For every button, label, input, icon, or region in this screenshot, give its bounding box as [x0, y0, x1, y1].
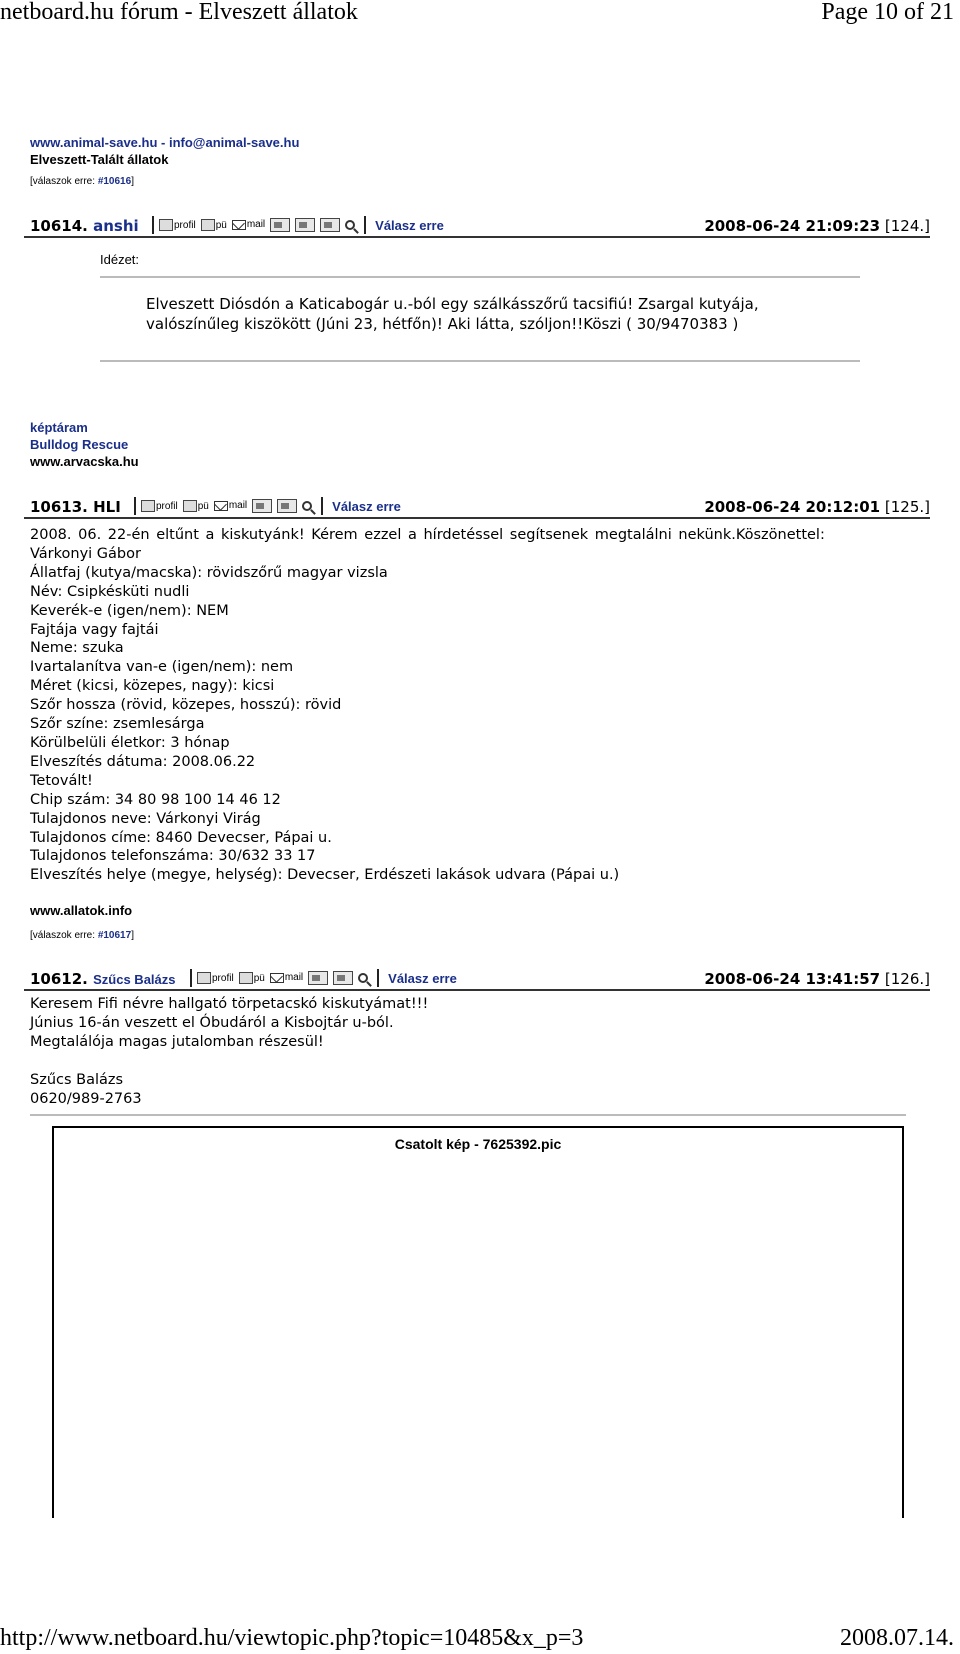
post-divider [24, 517, 930, 519]
post-line: Méret (kicsi, közepes, nagy): kicsi [30, 678, 275, 695]
profile-icon [141, 500, 155, 512]
mail-label: mail [284, 972, 304, 983]
profile-label: profil [156, 501, 178, 512]
private-message-button[interactable] [239, 972, 265, 984]
post-line: Fajtája vagy fajtái [30, 621, 159, 638]
separator: - [157, 135, 169, 150]
attachment-frame [52, 1126, 904, 1518]
arvacska-link[interactable]: www.arvacska.hu [30, 454, 139, 469]
quote-line: valószínűleg kiszökött (Júni 23, hétfőn)! Aki látta, szóljon!!Köszi ( 30/9470383 ) [146, 315, 739, 333]
gallery-link[interactable]: képtáram [30, 420, 88, 435]
post-number [30, 217, 139, 235]
post-line: Tulajdonos neve: Várkonyi Virág [30, 810, 261, 827]
edit-icon [320, 218, 340, 232]
post-index: [125.] [884, 498, 930, 516]
post-author-link[interactable]: anshi [93, 217, 139, 235]
profile-button[interactable] [159, 219, 196, 231]
post-date-value: 2008-06-24 13:41:57 [704, 970, 881, 988]
profile-icon [159, 219, 173, 231]
pm-icon [239, 972, 253, 984]
reply-button[interactable]: Válasz erre [375, 217, 444, 233]
pm-label: pü [253, 973, 265, 984]
post-date [704, 498, 930, 516]
post-date-value: 2008-06-24 21:09:23 [704, 217, 881, 235]
page-number: Page 10 of 21 [821, 0, 954, 25]
pm-label: pü [197, 501, 209, 512]
divider [134, 497, 136, 515]
search-icon [302, 501, 312, 511]
post-number-value: 10614. [30, 217, 88, 235]
mail-button[interactable] [270, 973, 303, 983]
quote-button[interactable] [295, 218, 315, 232]
post-number-value: 10612. [30, 970, 88, 988]
post-number [30, 498, 121, 516]
post-line: Chip szám: 34 80 98 100 14 46 12 [30, 791, 281, 808]
reply-link[interactable]: #10616 [97, 176, 132, 187]
post-line: Szűcs Balázs [30, 1072, 124, 1088]
post-index: [124.] [884, 217, 930, 235]
edit-button[interactable] [320, 218, 340, 232]
attachment-caption: Csatolt kép - 7625392.pic [394, 1136, 562, 1152]
bulldog-rescue-link[interactable]: Bulldog Rescue [30, 437, 129, 452]
reply-prefix: [válaszok erre: [30, 176, 98, 187]
signature-line: Elveszett-Talált állatok [30, 152, 169, 167]
post-date [704, 217, 930, 235]
profile-button[interactable] [197, 972, 234, 984]
post-line: Várkonyi Gábor [30, 545, 141, 562]
divider [321, 497, 323, 515]
divider [364, 216, 366, 234]
pm-label: pü [215, 220, 227, 231]
post-divider [24, 989, 930, 991]
post-index: [126.] [884, 970, 930, 988]
search-icon [345, 220, 355, 230]
post-line: Szőr hossza (rövid, közepes, hosszú): rövid [30, 697, 342, 714]
post-header [30, 214, 930, 238]
mail-icon [270, 973, 284, 983]
post-line: Tetovált! [30, 772, 93, 789]
divider [377, 969, 379, 987]
post-line: Tulajdonos címe: 8460 Devecser, Pápai u. [30, 829, 332, 846]
post-line: Neme: szuka [30, 640, 124, 657]
search-button[interactable] [345, 220, 359, 230]
reply-suffix: ] [131, 930, 134, 941]
post-date-value: 2008-06-24 20:12:01 [704, 498, 881, 516]
mail-label: mail [228, 500, 248, 511]
reply-link[interactable]: #10617 [97, 930, 132, 941]
animal-save-link[interactable]: www.animal-save.hu [30, 135, 158, 150]
post-line: Állatfaj (kutya/macska): rövidszőrű magyar vizsla [30, 564, 388, 581]
post-icon-bar [190, 969, 457, 987]
post-divider [24, 236, 930, 238]
post-line [30, 1052, 428, 1071]
post-line: 0620/989-2763 [30, 1091, 142, 1107]
post-date [704, 970, 930, 988]
post-icon-bar [152, 216, 444, 234]
mail-icon [214, 501, 228, 511]
print-date: 2008.07.14. [840, 1625, 954, 1651]
post-line: Név: Csipkésküti nudli [30, 583, 190, 600]
edit-icon [277, 499, 297, 513]
profile-icon [197, 972, 211, 984]
quote-icon [295, 218, 315, 232]
quote-bottom-rule [100, 360, 860, 362]
reply-button[interactable]: Válasz erre [332, 498, 401, 514]
mail-button[interactable] [232, 220, 265, 230]
mail-label: mail [246, 219, 266, 230]
post-line: Keverék-e (igen/nem): NEM [30, 602, 229, 619]
body-divider [30, 1114, 906, 1116]
quote-top-rule [100, 276, 860, 278]
profile-button[interactable] [141, 500, 178, 512]
edit-icon [333, 971, 353, 985]
pm-icon [201, 219, 215, 231]
post-line: Tulajdonos telefonszáma: 30/632 33 17 [30, 848, 316, 865]
edit-button[interactable] [277, 499, 297, 513]
quote-label: Idézet: [100, 252, 140, 267]
post-header [30, 967, 930, 991]
private-message-button[interactable] [201, 219, 227, 231]
pm-icon [183, 500, 197, 512]
animal-save-email-link[interactable]: info@animal-save.hu [168, 135, 300, 150]
quote-icon [252, 499, 272, 513]
post-header [30, 495, 930, 519]
post-number [30, 970, 176, 988]
post-line: Június 16-án veszett el Óbudáról a Kisbojtár u-ból. [30, 1015, 394, 1031]
mail-button[interactable] [214, 501, 247, 511]
post-line: Elveszítés dátuma: 2008.06.22 [30, 753, 256, 770]
quote-button[interactable] [252, 499, 272, 513]
reply-prefix: [válaszok erre: [30, 930, 98, 941]
buddy-button[interactable] [270, 218, 290, 232]
buddy-icon [270, 218, 290, 232]
post-number-value: 10613. [30, 498, 88, 516]
search-icon [358, 973, 368, 983]
quote-body [146, 294, 759, 334]
private-message-button[interactable] [183, 500, 209, 512]
reply-suffix: ] [131, 176, 134, 187]
post-author-link[interactable]: Szűcs Balázs [93, 972, 176, 987]
post-line: Megtalálója magas jutalomban részesül! [30, 1034, 324, 1050]
search-button[interactable] [358, 973, 372, 983]
post-line: Elveszítés helye (megye, helység): Devecser, Erdészeti lakások udvara (Pápai u.) [30, 867, 620, 884]
post-body [30, 995, 428, 1109]
quote-line: Elveszett Diósdón a Katicabogár u.-ból egy szálkásszőrű tacsifiú! Zsargal kutyája, [146, 295, 759, 313]
post-line: 2008. 06. 22-én eltűnt a kiskutyánk! Kérem ezzel a hírdetéssel segítsenek megtalálni nekünk.Köszönettel: [30, 527, 825, 543]
signature-block [30, 419, 139, 470]
mail-icon [232, 220, 246, 230]
reply-button[interactable]: Válasz erre [388, 970, 457, 986]
search-button[interactable] [302, 501, 316, 511]
profile-label: profil [212, 973, 234, 984]
page-title: netboard.hu fórum - Elveszett állatok [0, 0, 358, 25]
post-line: Ivartalanítva van-e (igen/nem): nem [30, 659, 294, 676]
edit-button[interactable] [333, 971, 353, 985]
reply-reference [30, 176, 134, 187]
signature-block-top [30, 134, 299, 168]
allatok-link[interactable]: www.allatok.info [30, 903, 133, 918]
post-line: Körülbelüli életkor: 3 hónap [30, 734, 230, 751]
post-icon-bar [134, 497, 401, 515]
post-body [30, 526, 825, 885]
divider [190, 969, 192, 987]
profile-label: profil [174, 220, 196, 231]
divider [152, 216, 154, 234]
reply-reference [30, 930, 134, 941]
quote-icon [308, 971, 328, 985]
page-url: http://www.netboard.hu/viewtopic.php?topic=10485&x_p=3 [0, 1625, 584, 1651]
post-line: Szőr színe: zsemlesárga [30, 716, 205, 733]
post-author-link[interactable]: HLI [93, 498, 121, 516]
post-line: Keresem Fifi névre hallgató törpetacskó kiskutyámat!!! [30, 996, 429, 1012]
quote-button[interactable] [308, 971, 328, 985]
